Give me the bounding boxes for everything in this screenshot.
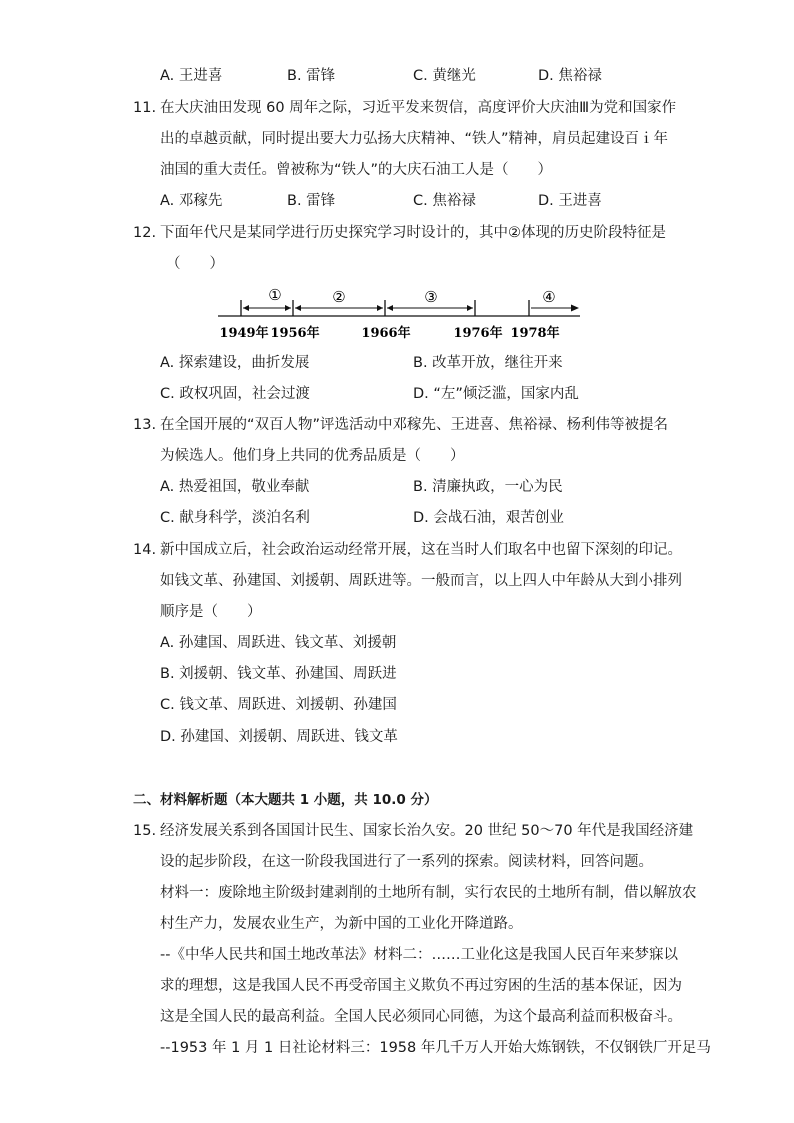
q13-option-c[interactable]: C. 献身科学，淡泊名利 [160,510,310,526]
q12-option-b[interactable]: B. 改革开放，继往开来 [413,355,563,371]
timeline-diagram [210,280,590,342]
material-text: 这是全国人民的最高利益。全国人民必须同心同德，为这个最高利益而积极奋斗。 [160,1009,682,1025]
q10-option-d[interactable]: D. 焦裕禄 [538,68,602,84]
q11-option-c[interactable]: C. 焦裕禄 [413,193,476,209]
q10-option-b[interactable]: B. 雷锋 [287,68,336,84]
q11-option-a[interactable]: A. 邓稼先 [160,193,223,209]
material-text: 村生产力，发展农业生产，为新中国的工业化开降道路。 [160,916,523,932]
q13-option-b[interactable]: B. 清廉执政，一心为民 [413,479,563,495]
question-text: 新中国成立后，社会政治运动经常开展，这在当时人们取名中也留下深刻的印记。 [160,542,682,558]
q12-option-c[interactable]: C. 政权巩固，社会过渡 [160,386,310,402]
material-text: --《中华人民共和国土地改革法》材料二：……工业化这是我国人民百年来梦寐以 [160,947,678,963]
q11-option-b[interactable]: B. 雷锋 [287,193,336,209]
timeline-year-label: 1956年 [270,326,320,341]
question-text: 为候选人。他们身上共同的优秀品质是（ ） [160,448,465,464]
question-text: 出的卓越贡献，同时提出要大力弘扬大庆精神、“铁人”精神，肩员起建设百ｉ年 [160,131,669,147]
timeline-segment-label: ① [268,286,282,304]
question-text: 经济发展关系到各国国计民生、国家长治久安。20 世纪 50～70 年代是我国经济建 [160,823,694,839]
question-text: 下面年代尺是某同学进行历史探究学习时设计的，其中②体现的历史阶段特征是 [160,225,666,241]
q10-option-c[interactable]: C. 黄继光 [413,68,476,84]
question-number: 15. [133,823,157,839]
timeline-year-label: 1976年 [453,326,503,341]
q13-option-a[interactable]: A. 热爱祖国，敬业奉献 [160,479,310,495]
q14-option-c[interactable]: C. 钱文革、周跃进、刘援朝、孙建国 [160,697,397,713]
timeline-segment-label: ④ [542,288,556,306]
question-text: （ ） [166,256,224,272]
timeline-year-label: 1949年 [219,326,269,341]
question-text: 在大庆油田发现 60 周年之际，习近平发来贺信，高度评价大庆油Ⅲ为党和国家作 [160,100,677,116]
question-number: 13. [133,417,157,433]
question-text: 油国的重大责任。曾被称为“铁人”的大庆石油工人是（ ） [160,162,553,178]
material-text: 材料一：废除地主阶级封建剥削的土地所有制，实行农民的土地所有制，借以解放农 [160,885,697,901]
question-text: 顺序是（ ） [160,604,262,620]
timeline-year-label: 1966年 [361,326,411,341]
question-text: 如钱文革、孙建国、刘援朝、周跃进等。一般而言，以上四人中年龄从大到小排列 [160,573,682,589]
material-text: --1953 年 1 月 1 日社论材料三：1958 年几千万人开始大炼钢铁，不仅钢铁厂开足马 [160,1040,711,1056]
question-number: 14. [133,542,157,558]
q11-option-d[interactable]: D. 王进喜 [538,193,602,209]
question-number: 11. [133,100,157,116]
section-heading: 二、材料解析题（本大题共 1 小题，共 10.0 分） [133,792,438,808]
material-text: 求的理想，这是我国人民不再受帝国主义欺负不再过穷困的生活的基本保证，因为 [160,978,682,994]
timeline-segment-label: ② [332,288,346,306]
timeline-segment-label: ③ [424,288,438,306]
q14-option-d[interactable]: D. 孙建国、刘援朝、周跃进、钱文革 [160,729,398,745]
q12-option-d[interactable]: D. “左”倾泛滥，国家内乱 [413,386,579,402]
q14-option-a[interactable]: A. 孙建国、周跃进、钱文革、刘援朝 [160,635,397,651]
q12-option-a[interactable]: A. 探索建设，曲折发展 [160,355,310,371]
question-number: 12. [133,225,157,241]
q14-option-b[interactable]: B. 刘援朝、钱文革、孙建国、周跃进 [160,666,397,682]
question-text: 设的起步阶段，在这一阶段我国进行了一系列的探索。阅读材料，回答问题。 [160,854,653,870]
q13-option-d[interactable]: D. 会战石油，艰苦创业 [413,510,564,526]
q10-option-a[interactable]: A. 王进喜 [160,68,223,84]
timeline-year-label: 1978年 [510,326,560,341]
question-text: 在全国开展的“双百人物”评选活动中邓稼先、王进喜、焦裕禄、杨利伟等被提名 [160,417,669,433]
